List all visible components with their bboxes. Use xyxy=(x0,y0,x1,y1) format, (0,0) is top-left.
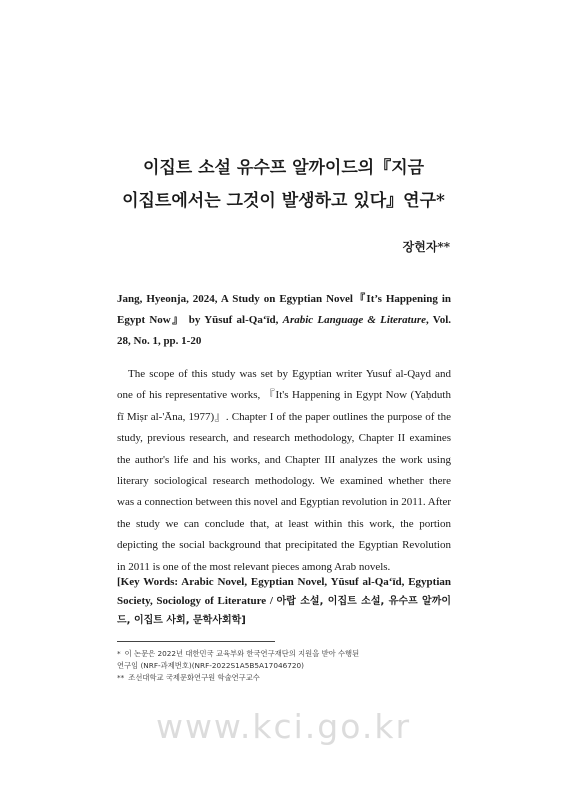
keywords xyxy=(117,573,451,630)
citation xyxy=(117,289,451,352)
keywords-english: [Key Words: Arabic Novel, Egyptian Novel, Yūsuf al-Qa‘īd, Egyptian Society, Sociology of Literature / xyxy=(117,576,451,607)
title-line-2: 이집트에서는 그것이 발생하고 있다』연구* xyxy=(122,191,445,211)
title-line-1: 이집트 소설 유수프 알까이드의『지금 xyxy=(142,158,425,178)
author-name: 장현자** xyxy=(402,240,450,254)
keywords-korean: 아랍 소설, 이집트 소설, 유수프 알까이드, 이집트 사회, 문학사회학] xyxy=(117,596,452,626)
abstract: The scope of this study was set by Egyptian writer Yusuf al-Qayd and one of his representative works, 『It's Happening in Egypt Now (Yaḥduth fī Miṣr al-'Āna, 1977)』. Chapter I of the paper outlines the purpose of the study, previous research, and research methodology, Chapter II examines the author's life and his works, and Chapter III analyzes the work using literary sociological research methodology. We examined whether there was a connection between this novel and Egyptian revolution in 2011. After the study we can conclude that, at least within this work, the portion depicting the social background that precipitated the Egyptian Revolution in 2011 is one of the most relevant pieces among Arab novels. xyxy=(117,368,451,573)
footnotes xyxy=(117,648,457,684)
footnote-1-text: 이 논문은 2022년 대한민국 교육부와 한국연구재단의 지원을 받아 수행된 xyxy=(124,649,360,658)
footnote-2 xyxy=(117,672,457,684)
citation-journal: Arabic Language & Literature xyxy=(282,314,427,326)
watermark: www.kci.go.kr xyxy=(155,707,412,746)
citation-part-1: Jang, Hyeonja, 2024, A Study on Egyptian Novel xyxy=(117,293,353,305)
footnote-2-mark: ** xyxy=(117,673,125,682)
footnote-1-text-line-2: 연구임 (NRF-과제번호)(NRF-2022S1A5B5A17046720) xyxy=(117,661,305,670)
footnote-2-text: 조선대학교 국제문화연구원 학술연구교수 xyxy=(128,673,260,682)
footnote-1-mark: * xyxy=(117,649,121,658)
footnote-1-continued xyxy=(117,660,457,672)
footnote-1 xyxy=(117,648,457,660)
citation-part-2: 『It’s Happening in Egypt Now』 by Yūsuf al-Qa‘īd, xyxy=(117,293,451,326)
citation-part-3: , Vol. 28, No. 1, pp. 1-20 xyxy=(117,314,452,347)
footnote-divider xyxy=(117,641,275,642)
paper-title xyxy=(60,152,507,218)
